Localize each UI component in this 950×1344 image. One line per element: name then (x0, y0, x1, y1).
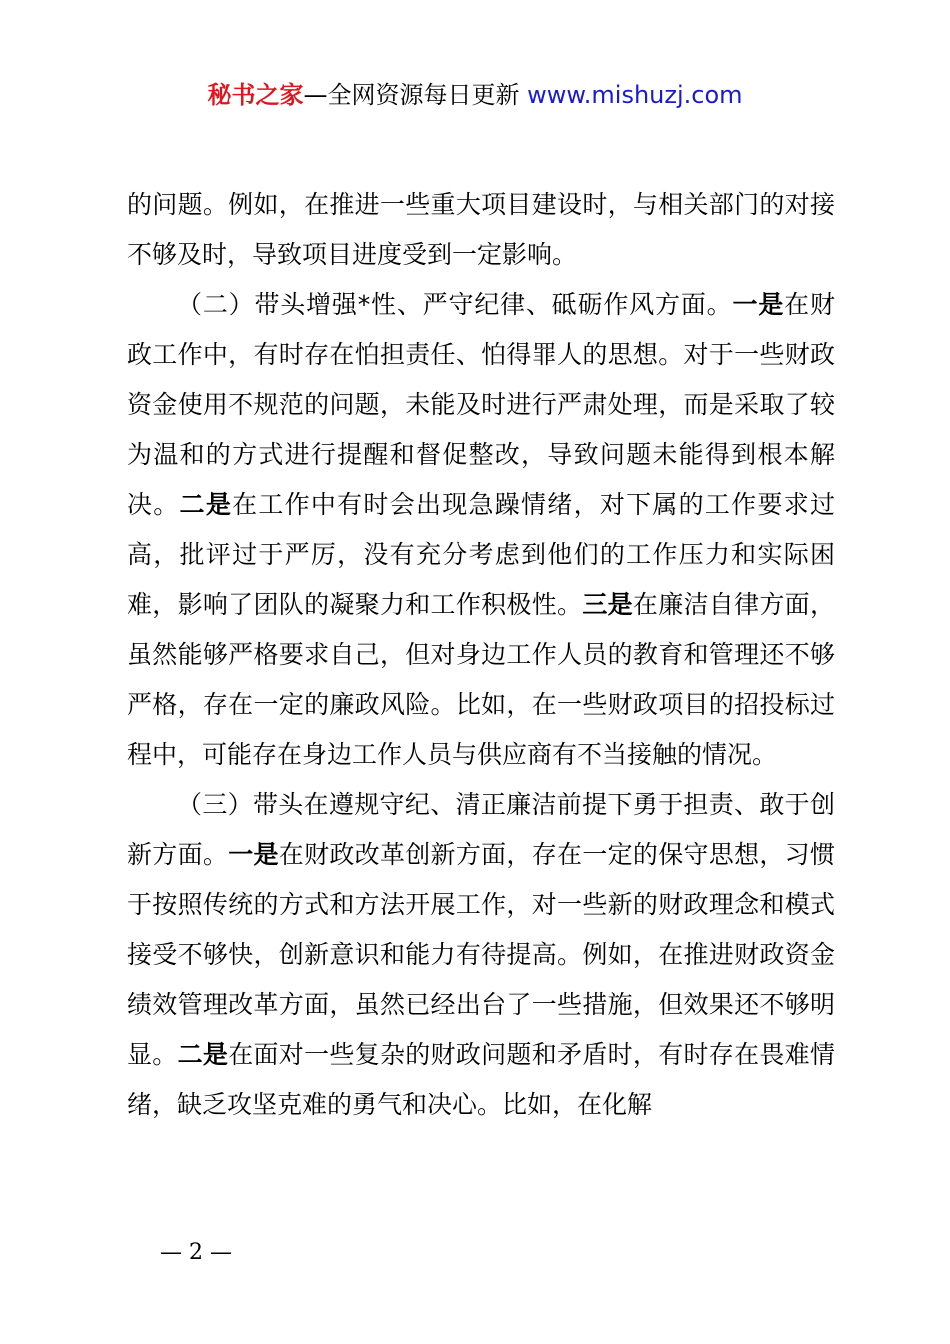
paragraph (127, 780, 835, 1130)
page-number: — 2 — (160, 1240, 232, 1265)
bold-lead-phrase: 二是 (177, 1040, 229, 1069)
page-header (0, 78, 950, 112)
bold-lead-phrase: 三是 (582, 590, 633, 619)
paragraph-text: 在面对一些复杂的财政问题和矛盾时，有时存在畏难情绪，缺乏攻坚克难的勇气和决心。比如，在化解 (127, 1040, 835, 1119)
paragraph (127, 280, 835, 780)
paragraph-text: （三）带头在遵规守纪、清正廉洁前提下勇于担责、敢于创新方面。 (127, 790, 835, 869)
paragraph-text: 在工作中有时会出现急躁情绪，对下属的工作要求过高，批评过于严厉，没有充分考虑到他们的工作压力和实际困难，影响了团队的凝聚力和工作积极性。 (127, 490, 835, 619)
header-url-link[interactable]: www.mishuzj.com (527, 81, 743, 109)
paragraph-text: 在财政改革创新方面，存在一定的保守思想，习惯于按照传统的方式和方法开展工作，对一些新的财政理念和模式接受不够快，创新意识和能力有待提高。例如，在推进财政资金绩效管理改革方面，虽然已经出台了一些措施，但效果还不够明显。 (127, 840, 835, 1069)
paragraph-text: 在财政工作中，有时存在怕担责任、怕得罪人的思想。对于一些财政资金使用不规范的问题，未能及时进行严肃处理，而是采取了较为温和的方式进行提醒和督促整改，导致问题未能得到根本解决。 (127, 290, 835, 519)
paragraph-text: （二）带头增强*性、严守纪律、砥砺作风方面。 (177, 290, 733, 319)
paragraph-text: 在廉洁自律方面，虽然能够严格要求自己，但对身边工作人员的教育和管理还不够严格，存在一定的廉政风险。比如，在一些财政项目的招投标过程中，可能存在身边工作人员与供应商有不当接触的情况。 (127, 590, 835, 769)
paragraph (127, 180, 835, 280)
bold-lead-phrase: 二是 (179, 490, 233, 519)
bold-lead-phrase: 一是 (732, 290, 785, 319)
header-brand: 秘书之家 (207, 81, 304, 109)
bold-lead-phrase: 一是 (228, 840, 279, 869)
paragraph-text: 的问题。例如，在推进一些重大项目建设时，与相关部门的对接不够及时，导致项目进度受到一定影响。 (127, 190, 835, 269)
document-body (127, 180, 835, 1130)
header-tagline: —全网资源每日更新 (303, 81, 528, 109)
